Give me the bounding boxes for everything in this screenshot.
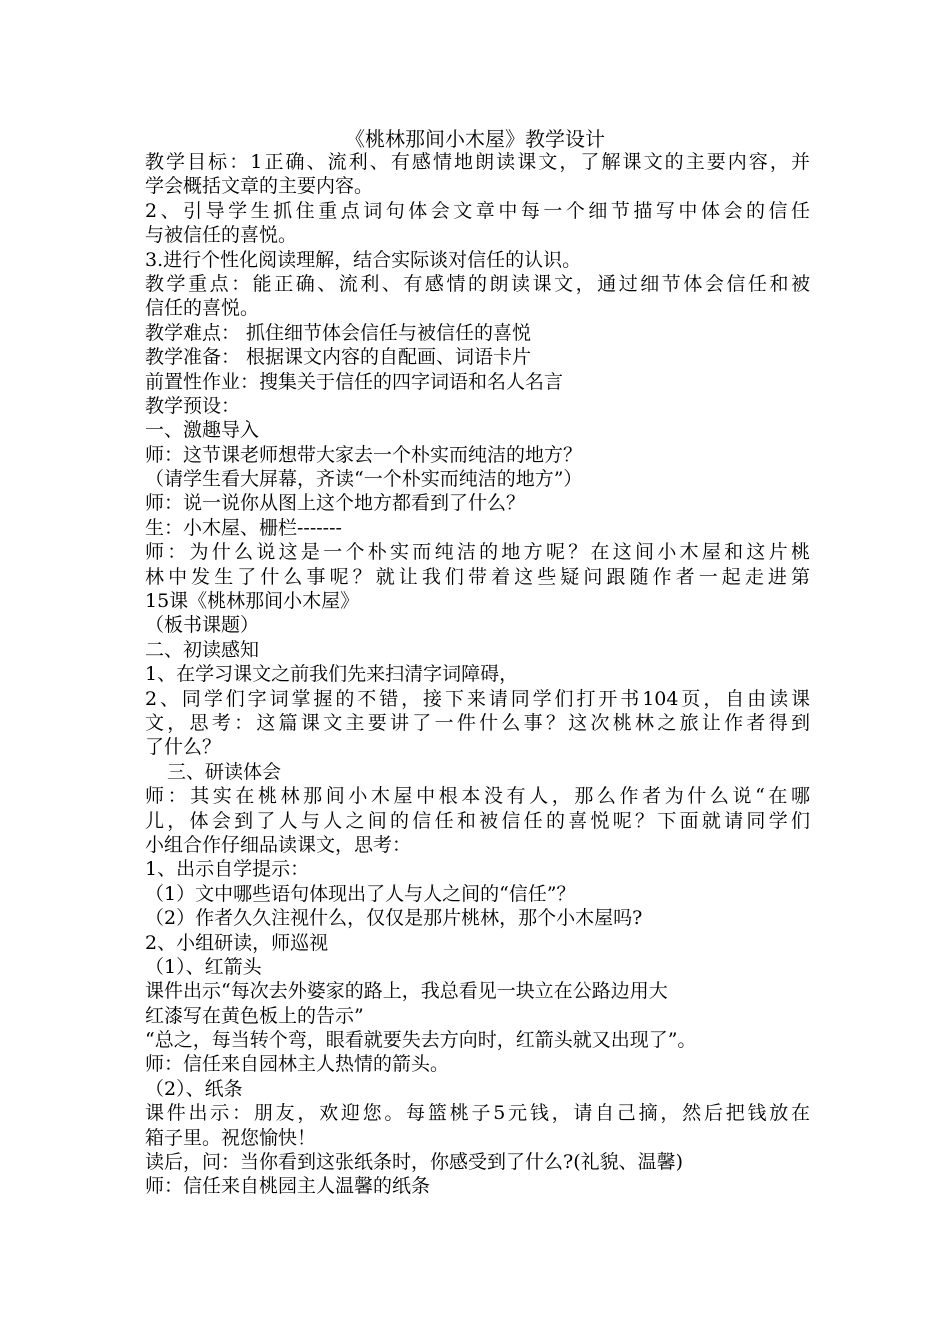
paragraph-line: 红漆写在黄色板上的告示” [145,1004,364,1027]
paragraph-line: “总之，每当转个弯，眼看就要失去方向时，红箭头就又出现了”。 [145,1029,697,1052]
paragraph-line: 2、同学们字词掌握的不错，接下来请同学们打开书104页，自由读课 [145,687,810,710]
paragraph-line: 2、小组研读，师巡视 [145,931,329,954]
paragraph-line: 儿，体会到了人与人之间的信任和被信任的喜悦呢？下面就请同学们 [145,809,810,832]
paragraph-line: 学会概括文章的主要内容。 [145,175,374,198]
paragraph-line: 课件出示“每次去外婆家的路上，我总看见一块立在公路边用大 [145,980,668,1003]
paragraph-line: 教学准备： 根据课文内容的自配画、词语卡片 [145,346,532,369]
paragraph-line: 3.进行个性化阅读理解，结合实际谈对信任的认识。 [145,248,582,271]
paragraph-line: 师：信任来自桃园主人温馨的纸条 [145,1175,431,1198]
paragraph-line: 1、出示自学提示： [145,858,310,881]
paragraph-line: 2、引导学生抓住重点词句体会文章中每一个细节描写中体会的信任 [145,199,810,222]
paragraph-line: 师：这节课老师想带大家去一个朴实而纯洁的地方？ [145,443,583,466]
paragraph-line: 1、在学习课文之前我们先来扫清字词障碍， [145,663,519,686]
section-heading: 一、激趣导入 [145,419,260,442]
paragraph-line: （板书课题） [145,614,260,637]
paragraph-line: 前置性作业：搜集关于信任的四字词语和名人名言 [145,370,564,393]
paragraph-line: 师：说一说你从图上这个地方都看到了什么？ [145,492,526,515]
section-heading: 三、研读体会 [167,760,282,783]
paragraph-line: 课件出示：朋友，欢迎您。每篮桃子5元钱，请自己摘，然后把钱放在 [145,1102,810,1125]
paragraph-line: 15课《桃林那间小木屋》 [145,590,360,613]
paragraph-line: 读后，问：当你看到这张纸条时，你感受到了什么?(礼貌、温馨) [145,1151,684,1174]
paragraph-line: 与被信任的喜悦。 [145,224,298,247]
paragraph-line: 教学重点：能正确、流利、有感情的朗读课文，通过细节体会信任和被 [145,272,810,295]
paragraph-line: 教学目标：1正确、流利、有感情地朗读课文，了解课文的主要内容，并 [145,151,810,173]
paragraph-line: 箱子里。祝您愉快！ [145,1126,317,1149]
paragraph-line: 师：信任来自园林主人热情的箭头。 [145,1053,450,1076]
paragraph-line: 教学预设： [145,394,241,417]
document-title: 《桃林那间小木屋》教学设计 [345,127,605,151]
paragraph-line: （请学生看大屏幕，齐读“一个朴实而纯洁的地方”） [145,468,583,491]
section-heading: 二、初读感知 [145,638,260,661]
paragraph-line: 林中发生了什么事呢？就让我们带着这些疑问跟随作者一起走进第 [145,565,810,588]
paragraph-line: 了什么？ [145,736,222,759]
paragraph-line: 师：为什么说这是一个朴实而纯洁的地方呢？在这间小木屋和这片桃 [145,541,810,564]
paragraph-line: 教学难点： 抓住细节体会信任与被信任的喜悦 [145,321,532,344]
paragraph-line: （2）作者久久注视什么，仅仅是那片桃林，那个小木屋吗? [145,907,643,930]
paragraph-line: 信任的喜悦。 [145,297,260,320]
paragraph-line: 小组合作仔细品读课文，思考： [145,833,412,856]
paragraph-line: （2）、纸条 [145,1077,243,1100]
paragraph-line: 师：其实在桃林那间小木屋中根本没有人，那么作者为什么说“在哪 [145,785,810,808]
document-body [145,150,810,1199]
paragraph-line: （1）、红箭头 [145,955,262,978]
paragraph-line: （1）文中哪些语句体现出了人与人之间的“信任”？ [145,882,576,905]
paragraph-line: 生：小木屋、栅栏------- [145,516,342,539]
paragraph-line: 文，思考：这篇课文主要讲了一件什么事？这次桃林之旅让作者得到 [145,711,810,734]
